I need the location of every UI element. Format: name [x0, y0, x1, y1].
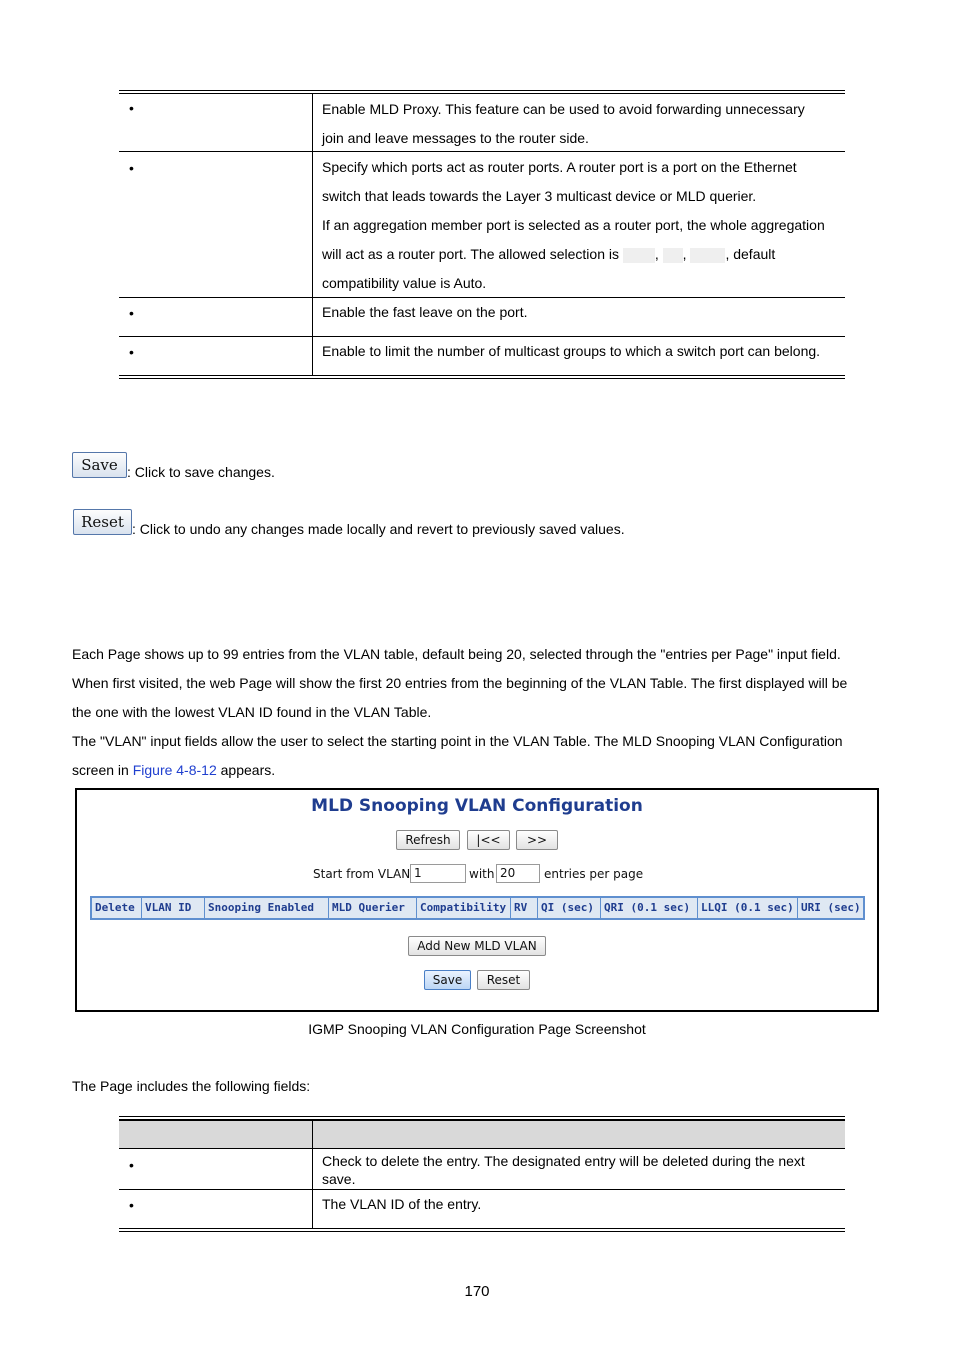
- col-uri: URI (sec): [801, 901, 861, 914]
- table-row: [119, 1189, 845, 1229]
- option-chip: [623, 248, 655, 263]
- description-line: Enable MLD Proxy. This feature can be used to avoid forwarding unnecessary: [322, 101, 805, 117]
- table-header: [119, 1120, 845, 1149]
- bullet: •: [129, 160, 134, 176]
- col-delete: Delete: [92, 898, 142, 918]
- page-number: 170: [464, 1283, 490, 1300]
- refresh-button[interactable]: Refresh: [396, 830, 460, 850]
- col-qi: QI (sec): [538, 898, 601, 918]
- description-line: Enable to limit the number of multicast groups to which a switch port can belong.: [322, 343, 821, 359]
- first-page-button[interactable]: |<<: [467, 830, 510, 850]
- col-qri: QRI (0.1 sec): [601, 898, 698, 918]
- table-row: [119, 297, 845, 337]
- table-bottom-rule: [119, 375, 845, 379]
- description-line: Specify which ports act as router ports. A router port is a port on the Ethernet: [322, 159, 797, 175]
- save-button[interactable]: Save: [424, 970, 471, 990]
- col-rv: RV: [511, 898, 538, 918]
- col-compatibility: Compatibility: [417, 898, 511, 918]
- figure-caption: IGMP Snooping VLAN Configuration Page Screenshot: [308, 1021, 646, 1037]
- add-new-mld-vlan-button[interactable]: Add New MLD VLAN: [408, 936, 546, 956]
- table-row: [119, 1149, 845, 1190]
- mld-vlan-config-screenshot: [75, 788, 879, 1012]
- fields-intro: The Page includes the following fields:: [72, 1078, 311, 1094]
- next-page-button[interactable]: >>: [516, 830, 558, 850]
- bullet: •: [129, 1197, 134, 1213]
- save-button[interactable]: Save: [72, 452, 127, 478]
- bullet: •: [129, 100, 134, 116]
- col-vlan-id: VLAN ID: [142, 898, 205, 918]
- with-label: with: [469, 867, 495, 881]
- bullet: •: [129, 305, 134, 321]
- screenshot-title: MLD Snooping VLAN Configuration: [311, 796, 643, 816]
- description-line: switch that leads towards the Layer 3 multicast device or MLD querier.: [322, 188, 757, 204]
- figure-link[interactable]: Figure 4-8-12: [132, 762, 217, 778]
- description-line: The VLAN ID of the entry.: [322, 1196, 482, 1212]
- table-row: [119, 94, 845, 152]
- description-line: join and leave messages to the router side.: [322, 130, 589, 146]
- table-bottom-rule: [119, 1228, 845, 1232]
- table-row: [119, 336, 845, 376]
- save-description: : Click to save changes.: [127, 464, 275, 480]
- intro-paragraph: Each Page shows up to 99 entries from the VLAN table, default being 20, selected through the "entries per Page" input field. When first visited, the web Page will show the first 20 entries from the beginning of the VLAN Table. The first displayed will be the one with the lowest VLAN ID found in the VLAN Table. The "VLAN" input fields allow the user to select the starting point in the VLAN Table. The MLD Snooping VLAN Configuration screen in Figure 4-8-12 appears.: [72, 646, 848, 778]
- entries-per-page-input[interactable]: 20: [496, 864, 540, 883]
- table-row: [119, 152, 845, 298]
- description-line: compatibility value is Auto.: [322, 275, 487, 291]
- col-mld-querier: MLD Querier: [329, 898, 417, 918]
- bullet: •: [129, 1157, 134, 1173]
- description-line: will act as a router port. The allowed selection is , , , default: [322, 246, 776, 262]
- description-line: save.: [322, 1171, 356, 1187]
- option-chip: [690, 248, 725, 263]
- col-llqi: LLQI (0.1 sec): [698, 898, 798, 918]
- option-chip: [663, 248, 683, 263]
- bullet: •: [129, 344, 134, 360]
- start-vlan-label: Start from VLAN: [313, 867, 411, 881]
- reset-button[interactable]: Reset: [73, 509, 132, 535]
- reset-button[interactable]: Reset: [477, 970, 530, 990]
- description-line: Check to delete the entry. The designated entry will be deleted during the next: [322, 1153, 805, 1169]
- start-vlan-input[interactable]: 1: [410, 864, 466, 883]
- entries-per-page-label: entries per page: [544, 867, 644, 881]
- reset-description: : Click to undo any changes made locally and revert to previously saved values.: [132, 521, 625, 537]
- description-line: Enable the fast leave on the port.: [322, 304, 528, 320]
- description-line: If an aggregation member port is selected as a router port, the whole aggregation: [322, 217, 825, 233]
- vlan-table-header: [90, 896, 865, 920]
- col-snooping-enabled: Snooping Enabled: [205, 898, 329, 918]
